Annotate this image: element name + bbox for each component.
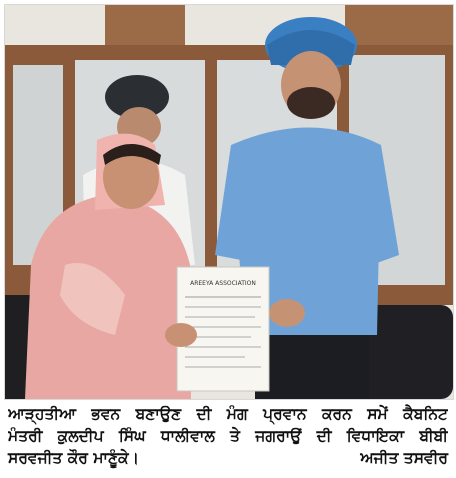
news-photo [4,4,454,400]
document-heading: AREEYA ASSOCIATION [190,280,256,287]
caption-line-3-text: ਸਰਵਜੀਤ ਕੌਰ ਮਾਣੂੰਕੇ। [8,449,140,467]
caption-line-2: ਮੰਤਰੀ ਕੁਲਦੀਪ ਸਿੰਘ ਧਾਲੀਵਾਲ ਤੇ ਜਗਰਾਉਂ ਦੀ ਵਿਧਾਇਕਾ ਬੀਬੀ [8,427,448,445]
caption-line-1: ਆੜ੍ਹਤੀਆ ਭਵਨ ਬਣਾਉਣ ਦੀ ਮੰਗ ਪ੍ਰਵਾਨ ਕਰਨ ਸਮੇਂ ਕੈਬਨਿਟ [8,405,448,423]
caption-line-3 [8,447,448,469]
photo-caption [8,403,448,469]
photo-credit: ਅਜੀਤ ਤਸਵੀਰ [360,449,448,467]
